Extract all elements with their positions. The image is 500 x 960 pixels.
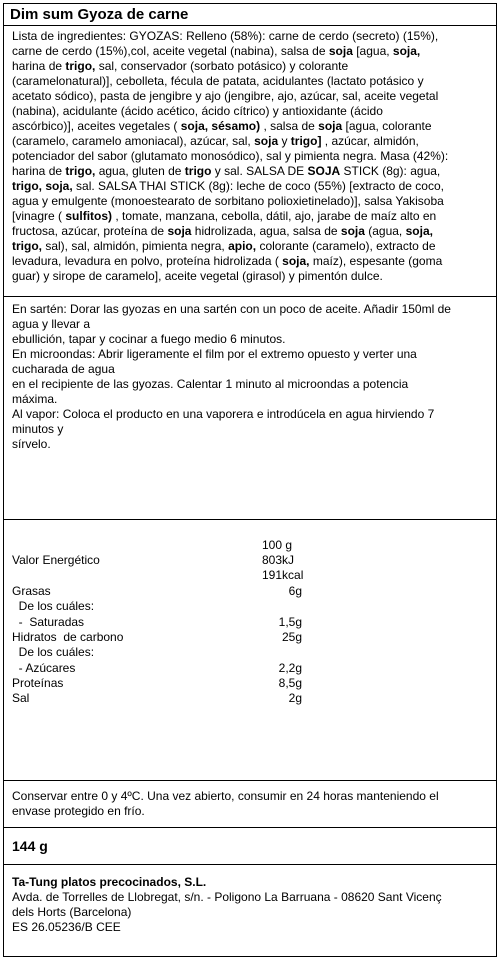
- ingredients-line: [12, 269, 488, 284]
- ingredient-text: levadura, levadura en polvo, proteína hidrolizada (: [12, 254, 283, 268]
- ingredients-line: [12, 59, 488, 74]
- allergen-text: soja: [167, 224, 192, 238]
- ingredient-text: maíz), espesante (goma: [309, 254, 443, 268]
- ingredient-text: guar) y sirope de caramelo], aceite vegetal (girasol) y pimentón dulce.: [12, 269, 383, 283]
- ingredient-text: [agua,: [352, 44, 393, 58]
- nutrition-row: [12, 584, 302, 599]
- ingredient-text: [vinagre (: [12, 209, 66, 223]
- allergen-text: soja: [340, 224, 365, 238]
- ingredient-text: STICK (8g): agua,: [340, 164, 441, 178]
- ingredient-text: Lista de ingredientes: GYOZAS: Relleno (58%): carne de cerdo (secreto) (15%),: [12, 29, 439, 43]
- nutrient-label: - Azúcares: [12, 660, 76, 675]
- nutrition-row: [12, 615, 302, 630]
- ingredient-text: (caramelonatural)], cebolleta, fécula de patata, acidulantes (lactato potásico y: [12, 74, 424, 88]
- nutrient-value: 2,2g: [278, 660, 302, 675]
- ingredient-text: , tomate, manzana, cebolla, dátil, ajo, jarabe de maíz alto en: [112, 209, 437, 223]
- ingredients-line: [12, 164, 488, 179]
- ingredient-text: [agua, colorante: [342, 119, 432, 133]
- ingredient-text: y: [278, 134, 291, 148]
- instruction-line: en el recipiente de las gyozas. Calentar 1 minuto al microondas a potencia: [12, 377, 409, 391]
- instruction-line: agua y llevar a: [12, 317, 91, 331]
- ingredient-text: y sal. SALSA DE: [211, 164, 308, 178]
- ingredients-line: [12, 44, 488, 59]
- company-address-line: dels Horts (Barcelona): [12, 905, 132, 919]
- nutrient-value: 1,5g: [278, 614, 302, 629]
- ingredient-text: fructosa, azúcar, proteína de: [12, 224, 168, 238]
- allergen-text: soja: [328, 44, 353, 58]
- nutrient-label: De los cuáles:: [12, 599, 95, 614]
- instruction-line: máxima.: [12, 392, 58, 406]
- ingredients-line: [12, 239, 488, 254]
- ingredient-text: colorante (caramelo), extracto de: [256, 239, 436, 253]
- instruction-line: En microondas: Abrir ligeramente el film por el extremo opuesto y verter una: [12, 347, 417, 361]
- ingredients-line: [12, 29, 488, 44]
- ingredient-text: harina de: [12, 59, 66, 73]
- allergen-text: trigo, soja,: [12, 179, 73, 193]
- nutrition-row: [12, 676, 302, 691]
- allergen-text: trigo: [184, 164, 212, 178]
- nutrient-label: Proteínas: [12, 675, 64, 690]
- ingredients-line: [12, 224, 488, 239]
- nutrient-value: 25g: [281, 629, 302, 644]
- nutrient-label: Sal: [12, 691, 30, 706]
- energy-kcal-value: 191kcal: [262, 568, 304, 582]
- energy-label: Valor Energético: [12, 553, 100, 567]
- allergen-text: soja,: [392, 44, 421, 58]
- energy-row: [12, 553, 302, 568]
- ingredient-text: harina de: [12, 164, 66, 178]
- ingredients-section: [4, 26, 496, 297]
- ingredient-text: sal, conservador (sorbato potásico) y colorante: [95, 59, 349, 73]
- instruction-line: sírvelo.: [12, 437, 51, 451]
- company-name: Ta-Tung platos precocinados, S.L.: [12, 875, 207, 889]
- allergen-text: SOJA: [307, 164, 341, 178]
- ingredient-text: hidrolizada, agua, salsa de: [191, 224, 341, 238]
- instruction-line: cucharada de agua: [12, 362, 115, 376]
- allergen-text: sulfitos): [65, 209, 113, 223]
- ingredients-line: [12, 209, 488, 224]
- registry-number: ES 26.05236/B CEE: [12, 920, 121, 934]
- ingredient-text: potenciador del sabor (glutamato monosódico), sal y pimienta negra. Masa (42%):: [12, 149, 449, 163]
- instruction-line: ebullición, tapar y cocinar a fuego medio 6 minutos.: [12, 332, 286, 346]
- ingredient-text: (nabina), acidulante (ácido acético, ácido cítrico) y antioxidante (ácido: [12, 104, 383, 118]
- allergen-text: trigo]: [290, 134, 322, 148]
- storage-line: envase protegido en frío.: [12, 804, 145, 818]
- energy-kj-value: 803kJ: [262, 553, 295, 567]
- ingredient-text: sal. SALSA THAI STICK (8g): leche de coco (55%) [extracto de coco,: [72, 179, 444, 193]
- nutrition-row: [12, 630, 302, 645]
- allergen-text: trigo,: [12, 239, 42, 253]
- allergen-text: apio,: [228, 239, 257, 253]
- ingredients-line: [12, 89, 488, 104]
- ingredients-line: [12, 104, 488, 119]
- nutrient-label: - Saturadas: [12, 614, 85, 629]
- instructions-section: [4, 297, 496, 520]
- ingredient-text: , azúcar, almidón,: [321, 134, 419, 148]
- storage-section: [4, 781, 496, 828]
- ingredients-line: [12, 119, 488, 134]
- ingredients-line: [12, 149, 488, 164]
- ingredients-line: [12, 179, 488, 194]
- net-weight: 144 g: [4, 828, 496, 865]
- allergen-text: trigo,: [65, 59, 96, 73]
- instruction-line: minutos y: [12, 422, 64, 436]
- ingredient-text: (agua,: [364, 224, 406, 238]
- ingredients-line: [12, 74, 488, 89]
- ingredient-text: (caramelo, caramelo amoniacal), azúcar, sal,: [12, 134, 255, 148]
- instruction-line: En sartén: Dorar las gyozas en una sartén con un poco de aceite. Añadir 150ml de: [12, 302, 451, 316]
- allergen-text: soja,: [405, 224, 433, 238]
- nutrition-row: [12, 599, 302, 614]
- nutrient-value: 6g: [288, 584, 302, 598]
- ingredients-line: [12, 134, 488, 149]
- allergen-text: trigo,: [65, 164, 96, 178]
- allergen-text: soja: [318, 119, 343, 133]
- allergen-text: soja: [254, 134, 279, 148]
- storage-line: Conservar entre 0 y 4ºC. Una vez abierto, consumir en 24 horas manteniendo el: [12, 789, 439, 803]
- ingredients-line: [12, 254, 488, 269]
- ingredient-text: agua y emulgente (monoestearato de sorbitano polioxietinelado)], salsa Yakisoba: [12, 194, 444, 208]
- ingredient-text: , salsa de: [260, 119, 319, 133]
- ingredient-text: sal), sal, almidón, pimienta negra,: [42, 239, 229, 253]
- nutrient-value: 8,5g: [278, 675, 302, 690]
- ingredient-text: agua, gluten de: [95, 164, 185, 178]
- ingredients-line: [12, 194, 488, 209]
- nutrient-label: Hidratos de carbono: [12, 629, 124, 644]
- allergen-text: soja, sésamo): [180, 119, 261, 133]
- allergen-text: soja,: [282, 254, 310, 268]
- nutrition-row: [12, 691, 302, 706]
- nutrient-label: De los cuáles:: [12, 645, 95, 660]
- product-title: Dim sum Gyoza de carne: [4, 4, 496, 26]
- company-address-line: Avda. de Torrelles de Llobregat, s/n. - Poligono La Barruana - 08620 Sant Vicenç: [12, 890, 442, 904]
- ingredient-text: carne de cerdo (15%),col, aceite vegetal (nabina), salsa de: [12, 44, 329, 58]
- instruction-line: Al vapor: Coloca el producto en una vaporera e introdúcela en agua hirviendo 7: [12, 407, 435, 421]
- ingredient-text: acetato sódico), pasta de jengibre y ajo (jengibre, ajo, azúcar, sal, aceite vegetal: [12, 89, 439, 103]
- nutrient-label: Grasas: [12, 584, 51, 598]
- product-label: [3, 3, 497, 957]
- nutrient-value: 2g: [288, 691, 302, 706]
- nutrition-row: [12, 645, 302, 660]
- company-section: [4, 865, 496, 958]
- ingredient-text: ascórbico)], aceites vegetales (: [12, 119, 181, 133]
- per-100g-header: 100 g: [262, 538, 293, 552]
- nutrition-table: [4, 520, 496, 781]
- nutrition-row: [12, 661, 302, 676]
